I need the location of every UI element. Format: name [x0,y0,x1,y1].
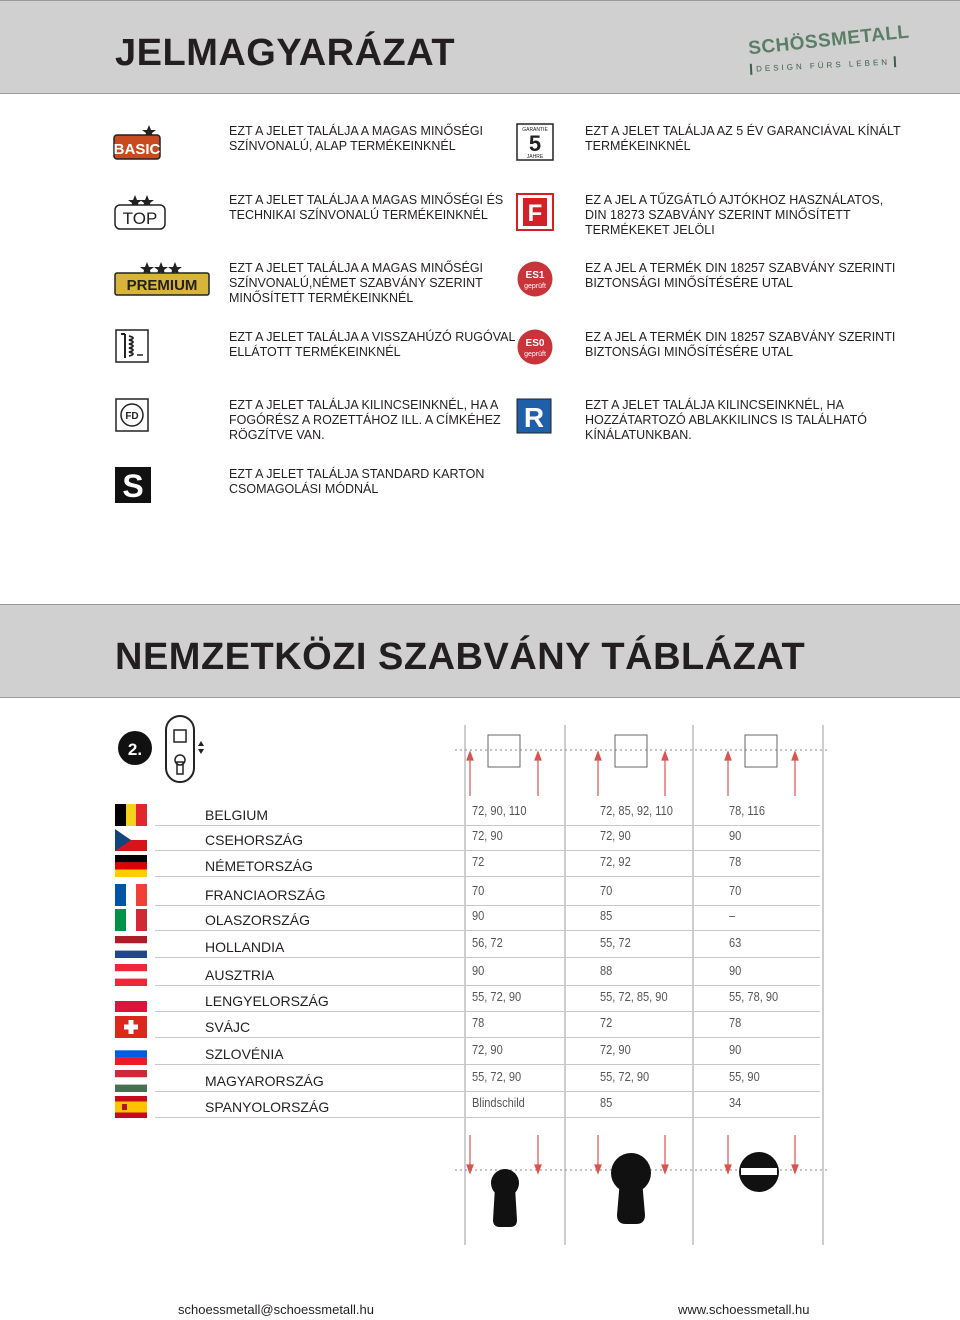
svg-text:S: S [122,468,144,503]
svg-text:FD: FD [125,411,139,422]
table-cell-c2: 72 [600,1015,613,1030]
premium-icon [113,260,213,298]
flag-icon [115,884,147,906]
r-description: EZT A JELET TALÁLJA KILINCSEINKNÉL, HA HOZZÁTARTOZÓ ABLAKKILINCS IS TALÁLHATÓ KÍNÁLATUNKBAN. [585,398,868,442]
table-row-divider [155,876,820,877]
svg-text:geprüft: geprüft [524,283,546,290]
top-icon [113,193,169,231]
table-cell-c1: 72, 90, 110 [472,803,527,818]
table-row-country: SVÁJC [205,1019,251,1035]
logo-name: SCHÖSSMETALL [747,21,911,60]
table-cell-c3: 90 [729,963,742,978]
table-cell-c1: 90 [472,963,485,978]
fire-description: EZ A JEL A TŰZGÁTLÓ AJTÓKHOZ HASZNÁLATOS, DIN 18273 SZABVÁNY SZERINT MINŐSÍTETT TERMÉKEKET JELÖLI [585,193,884,237]
table-cell-c2: 72, 85, 92, 110 [600,803,673,818]
table-row-country: OLASZORSZÁG [205,912,311,928]
footer-website[interactable]: www.schoessmetall.hu [678,1302,810,1317]
table-row-country: CSEHORSZÁG [205,832,304,848]
table-row-country: FRANCIAORSZÁG [205,887,326,903]
table-cell-c2: 55, 72, 90 [600,1069,650,1084]
table-cell-c1: 72 [472,854,485,869]
table-cell-c1: 72, 90 [472,828,503,843]
standard-diagram [440,710,840,1250]
table-row-divider [155,957,820,958]
fire-icon [516,193,554,231]
table-cell-c3: – [729,908,736,923]
table-cell-c3: 78 [729,1015,742,1030]
top-description: EZT A JELET TALÁLJA A MAGAS MINŐSÉGI ÉS TECHNIKAI SZÍNVONALÚ TERMÉKEINKNÉL [229,193,504,222]
svg-text:JAHRE: JAHRE [526,154,544,160]
flag-icon [115,990,147,1012]
table-cell-c3: 34 [729,1095,742,1110]
table-row-divider [155,825,820,826]
table-cell-c1: 55, 72, 90 [472,989,522,1004]
es0-description: EZ A JEL A TERMÉK DIN 18257 SZABVÁNY SZERINTI BIZTONSÁGI MINŐSÍTÉSÉRE UTAL [585,330,896,359]
es1-description: EZ A JEL A TERMÉK DIN 18257 SZABVÁNY SZERINTI BIZTONSÁGI MINŐSÍTÉSÉRE UTAL [585,261,896,290]
flag-icon [115,1096,147,1118]
flag-icon [115,1070,147,1092]
table-row-divider [155,1117,820,1118]
table-cell-c3: 55, 78, 90 [729,989,779,1004]
table-cell-c3: 90 [729,828,742,843]
table-cell-c3: 55, 90 [729,1069,760,1084]
fd-description: EZT A JELET TALÁLJA KILINCSEINKNÉL, HA A FOGÓRÉSZ A ROZETTÁHOZ ILL. A CÍMKÉHEZ RÖGZÍTVE VAN. [229,398,501,442]
table-cell-c1: 90 [472,908,485,923]
premium-description: EZT A JELET TALÁLJA A MAGAS MINŐSÉGI SZÍNVONALÚ,NÉMET SZABVÁNY SZERINT MINŐSÍTETT TERMÉKEINKNÉL [229,261,484,305]
garancia-icon [516,123,554,161]
spring-description: EZT A JELET TALÁLJA A VISSZAHÚZÓ RUGÓVAL ELLÁTOTT TERMÉKEINKNÉL [229,330,515,359]
footer-email[interactable]: schoessmetall@schoessmetall.hu [178,1302,375,1317]
svg-text:geprüft: geprüft [524,351,546,358]
table-row-divider [155,1037,820,1038]
table-cell-c2: 72, 92 [600,854,631,869]
garancia-description: EZT A JELET TALÁLJA AZ 5 ÉV GARANCIÁVAL KÍNÁLT TERMÉKEINKNÉL [585,124,901,153]
table-row-country: HOLLANDIA [205,939,285,955]
table-row-divider [155,930,820,931]
model-badge [115,712,215,787]
table-row-country: SPANYOLORSZÁG [205,1099,330,1115]
table-cell-c1: Blindschild [472,1095,525,1110]
table-row-country: BELGIUM [205,807,269,823]
flag-icon [115,804,147,826]
table-row-divider [155,905,820,906]
table-cell-c1: 56, 72 [472,935,503,950]
flag-icon [115,829,147,851]
flag-icon [115,909,147,931]
table-cell-c3: 78, 116 [729,803,766,818]
fd-icon [115,398,149,432]
section-title: NEMZETKÖZI SZABVÁNY TÁBLÁZAT [115,636,806,678]
table-row-country: AUSZTRIA [205,967,275,983]
table-row-country: SZLOVÉNIA [205,1046,284,1062]
s-description: EZT A JELET TALÁLJA STANDARD KARTON CSOMAGOLÁSI MÓDNÁL [229,467,485,496]
svg-text:TOP: TOP [122,209,158,228]
table-cell-c2: 70 [600,883,613,898]
svg-text:R: R [523,402,545,433]
table-cell-c1: 78 [472,1015,485,1030]
table-row-divider [155,850,820,851]
table-cell-c2: 55, 72, 85, 90 [600,989,668,1004]
table-row-country: LENGYELORSZÁG [205,993,329,1009]
table-cell-c1: 72, 90 [472,1042,503,1057]
table-row-divider [155,1011,820,1012]
page-title: JELMAGYARÁZAT [115,32,456,74]
table-cell-c1: 55, 72, 90 [472,1069,522,1084]
es1-icon [516,260,554,298]
table-row-divider [155,1091,820,1092]
r-icon [516,398,552,434]
svg-text:ES0: ES0 [525,338,545,349]
svg-text:GARANTIE: GARANTIE [522,127,548,133]
svg-text:PREMIUM: PREMIUM [126,277,198,294]
flag-icon [115,964,147,986]
table-cell-c2: 72, 90 [600,1042,631,1057]
table-cell-c3: 78 [729,854,742,869]
table-cell-c2: 72, 90 [600,828,631,843]
spring-icon [115,329,149,363]
table-cell-c2: 85 [600,1095,613,1110]
flag-icon [115,855,147,877]
table-cell-c3: 63 [729,935,742,950]
table-row-country: NÉMETORSZÁG [205,858,313,874]
flag-icon [115,936,147,958]
table-row-divider [155,1064,820,1065]
table-row-divider [155,985,820,986]
svg-text:F: F [527,200,543,227]
basic-description: EZT A JELET TALÁLJA A MAGAS MINŐSÉGI SZÍNVONALÚ, ALAP TERMÉKEINKNÉL [229,124,484,153]
svg-text:2.: 2. [127,740,143,759]
es0-icon [516,328,554,366]
flag-icon [115,1043,147,1065]
svg-text:ES1: ES1 [525,270,545,281]
table-cell-c3: 90 [729,1042,742,1057]
logo-tagline: DESIGN FÜRS LEBEN [750,56,897,75]
table-row-country: MAGYARORSZÁG [205,1073,324,1089]
svg-text:BASIC: BASIC [113,141,161,158]
table-cell-c2: 88 [600,963,613,978]
company-logo [746,21,911,80]
table-cell-c3: 70 [729,883,742,898]
table-cell-c1: 70 [472,883,485,898]
flag-icon [115,1016,147,1038]
s-icon [115,467,151,503]
table-cell-c2: 55, 72 [600,935,631,950]
svg-text:5: 5 [528,131,542,156]
table-cell-c2: 85 [600,908,613,923]
basic-icon [113,123,161,161]
